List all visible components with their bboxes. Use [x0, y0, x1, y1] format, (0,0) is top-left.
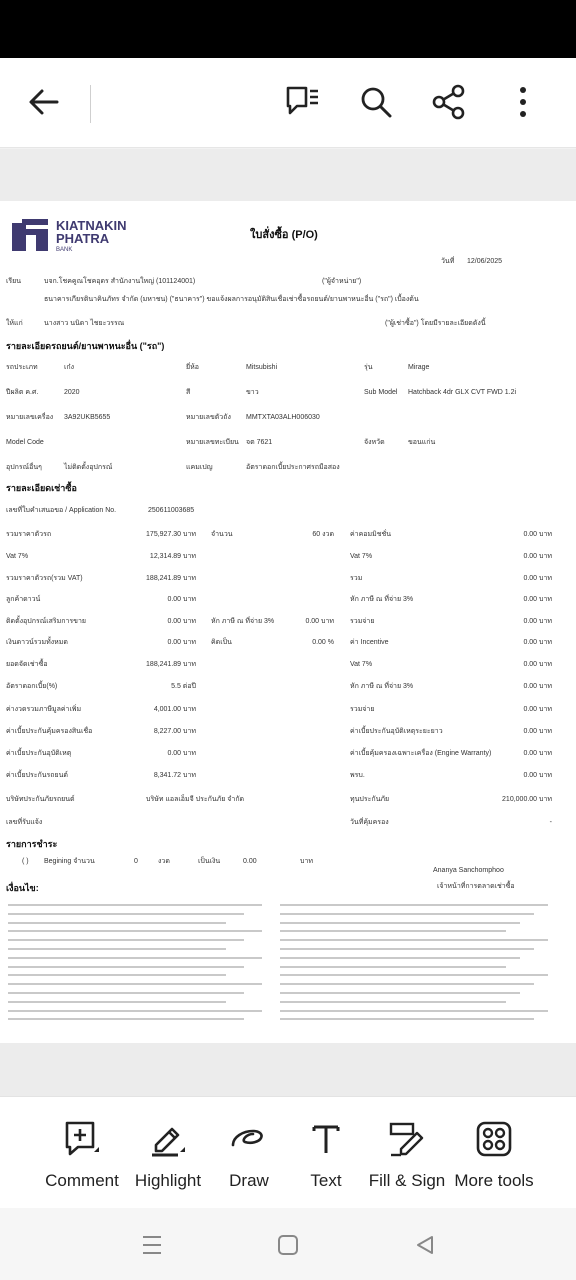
car-field-label: รุ่น	[364, 364, 373, 371]
hp-left-value: 175,927.30 บาท	[146, 531, 196, 538]
hp-left-label: ค่างวดรวมภาษีมูลค่าเพิ่ม	[6, 706, 82, 713]
car-field-value: ขอนแก่น	[408, 439, 436, 446]
car-field-value: อัตราดอกเบี้ยประกาศรถมือสอง	[246, 464, 340, 471]
car-field-value: 2020	[64, 389, 80, 396]
car-field-value: 3A92UKB5655	[64, 414, 111, 421]
conditions-heading: เงื่อนไข:	[6, 883, 39, 893]
intro-text: ธนาคารเกียรตินาคินภัทร จำกัด (มหาชน) ("ธนาคาร") ขอแจ้งผลการอนุมัติสินเชื่อเช่าซื้อรถยนต์/ยานพาหนะอื่น ("รถ") เบื้องต้น	[44, 296, 419, 303]
hp-left-label: ติดตั้งอุปกรณ์เสริมการขาย	[6, 618, 86, 625]
text-icon	[306, 1119, 346, 1159]
fine-print-line	[280, 957, 520, 959]
hp-right-label: ค่าคอมมิชชั่น	[350, 531, 392, 538]
car-field-label: สี	[186, 389, 191, 396]
more-tools-tool[interactable]	[446, 1119, 542, 1191]
application-number: 250611003685	[148, 507, 195, 514]
fine-print-line	[8, 1018, 244, 1020]
hp-right-value: 0.00 บาท	[523, 596, 552, 603]
car-field-value: Hatchback 4dr GLX CVT FWD 1.2i	[408, 389, 517, 396]
hp-left-value: 0.00 บาท	[167, 596, 196, 603]
car-field-value: จต 7621	[246, 439, 273, 446]
to-value: บจก.โชคคูณโชคอุดร สำนักงานใหญ่ (101124001)	[44, 278, 196, 285]
date-value: 12/06/2025	[467, 258, 503, 265]
car-field-label: จังหวัด	[364, 439, 385, 446]
pdf-page	[0, 201, 576, 1043]
car-field-value: ขาว	[246, 389, 259, 396]
bottom-toolbar	[0, 1096, 576, 1208]
hp-right-value: 0.00 บาท	[523, 772, 552, 779]
hp-left-label: รวมราคาตัวรถ(รวม VAT)	[6, 575, 83, 582]
hp-left-value: 8,341.72 บาท	[153, 772, 196, 779]
fine-print-line	[8, 913, 244, 915]
car-field-label: แคมเปญ	[186, 464, 213, 471]
more-tools-label: More tools	[454, 1171, 534, 1190]
draw-icon	[229, 1119, 269, 1159]
fine-print-line	[280, 904, 548, 906]
fine-print-line	[8, 1001, 226, 1003]
hp-right-value: 0.00 บาท	[523, 750, 552, 757]
toolbar-divider	[90, 85, 91, 123]
section-hp: รายละเอียดเช่าซื้อ	[6, 483, 77, 493]
hp-right-label: วันที่คุ้มครอง	[350, 819, 389, 826]
fine-print-line	[8, 966, 244, 968]
fill-sign-label: Fill & Sign	[368, 1171, 446, 1190]
payment-cell: 0.00	[243, 858, 257, 865]
hp-left-label: ลูกค้าดาวน์	[6, 596, 41, 603]
fine-print-line	[280, 983, 534, 985]
application-label: เลขที่ใบคำเสนอขอ / Application No.	[6, 507, 117, 514]
payment-cell: บาท	[300, 858, 313, 865]
car-field-value: Mitsubishi	[246, 364, 278, 371]
recents-icon[interactable]	[137, 1230, 167, 1260]
logo-line-2: PHATRA	[56, 231, 110, 246]
hp-right-label: หัก ภาษี ณ ที่จ่าย 3%	[350, 683, 414, 690]
system-nav-bar	[0, 1208, 576, 1280]
car-field-value: MMTXTA03ALH006030	[246, 414, 320, 421]
hp-left-label: เลขที่รับแจ้ง	[6, 819, 43, 826]
customer-tail: ("ผู้เช่าซื้อ") โดยมีรายละเอียดดังนี้	[385, 320, 486, 327]
hp-right-value: 0.00 บาท	[523, 531, 552, 538]
hp-left-value: 12,314.89 บาท	[149, 553, 196, 560]
hp-left-label: ค่าเบี้ยประกันคุ้มครองสินเชื่อ	[6, 728, 93, 735]
hp-right-value: 0.00 บาท	[523, 661, 552, 668]
hp-right-value: -	[549, 819, 552, 826]
payment-cell: ( )	[22, 858, 29, 865]
more-vertical-icon[interactable]	[503, 82, 543, 122]
search-icon[interactable]	[356, 82, 396, 122]
fine-print-line	[280, 1001, 506, 1003]
car-field-label: ยี่ห้อ	[186, 364, 199, 371]
customer-name: นางสาว นนิดา ไชยะวรรณ	[44, 320, 125, 327]
section-car: รายละเอียดรถยนต์/ยานพาหนะอื่น ("รถ")	[6, 341, 165, 351]
hp-right-value: 0.00 บาท	[523, 639, 552, 646]
hp-left-label: รวมราคาตัวรถ	[6, 531, 52, 538]
car-field-value: ไม่ติดตั้งอุปกรณ์	[64, 464, 113, 471]
fine-print-line	[280, 1010, 548, 1012]
date-label: วันที่	[441, 258, 455, 265]
section-pay: รายการชำระ	[6, 839, 58, 849]
fine-print-line	[280, 974, 548, 976]
fine-print-line	[280, 1018, 534, 1020]
draw-label: Draw	[229, 1171, 269, 1190]
home-icon[interactable]	[273, 1230, 303, 1260]
fine-print-line	[8, 948, 226, 950]
payment-cell: Begining จำนวน	[44, 858, 95, 865]
hp-mid-value: 0.00 บาท	[305, 618, 334, 625]
highlight-icon	[148, 1119, 188, 1159]
hp-mid-label: คิดเป็น	[211, 639, 232, 646]
hp-right-label: พรบ.	[350, 772, 365, 779]
comment-label: Comment	[45, 1171, 119, 1190]
hp-left-label: เงินดาวน์รวมทั้งหมด	[6, 639, 68, 646]
fill-sign-icon	[387, 1119, 427, 1159]
car-field-label: อุปกรณ์อื่นๆ	[6, 464, 42, 471]
hp-right-label: รวมจ่าย	[350, 618, 375, 625]
hp-left-label: อัตราดอกเบี้ย(%)	[6, 683, 58, 690]
payment-cell: 0	[134, 858, 138, 865]
back-arrow-icon[interactable]	[24, 82, 64, 122]
hp-right-label: ค่าเบี้ยประกันอุบัติเหตุระยะยาว	[350, 728, 443, 735]
hp-left-value: 0.00 บาท	[167, 618, 196, 625]
bank-logo-icon	[10, 217, 50, 253]
payment-cell: งวด	[158, 858, 170, 865]
fine-print-line	[8, 992, 244, 994]
hp-right-label: รวมจ่าย	[350, 706, 375, 713]
fine-print-line	[8, 904, 262, 906]
fine-print-line	[8, 930, 262, 932]
logo-line-1: KIATNAKIN	[56, 218, 127, 233]
fine-print-line	[8, 983, 262, 985]
fine-print-line	[8, 957, 262, 959]
car-field-label: รถประเภท	[6, 364, 38, 371]
hp-mid-label: หัก ภาษี ณ ที่จ่าย 3%	[211, 618, 275, 625]
hp-right-value: 0.00 บาท	[523, 618, 552, 625]
share-icon[interactable]	[429, 82, 469, 122]
fine-print-line	[280, 939, 548, 941]
hp-left-value: 5.5 ต่อปี	[171, 683, 196, 690]
hp-left-value: บริษัท แอลเอ็มจี ประกันภัย จำกัด	[146, 796, 245, 803]
hp-left-value: 4,001.00 บาท	[153, 706, 196, 713]
hp-right-value: 0.00 บาท	[523, 706, 552, 713]
hp-left-label: ยอดจัดเช่าซื้อ	[6, 661, 48, 668]
fine-print-line	[280, 913, 534, 915]
status-bar	[0, 0, 576, 58]
car-field-label: หมายเลขเครื่อง	[6, 414, 54, 421]
hp-right-label: Vat 7%	[350, 661, 373, 668]
fine-print-line	[280, 922, 520, 924]
hp-right-value: 0.00 บาท	[523, 683, 552, 690]
hp-right-label: ทุนประกันภัย	[350, 796, 390, 803]
hp-right-value: 0.00 บาท	[523, 728, 552, 735]
hp-right-label: ค่า Incentive	[350, 639, 389, 646]
hp-left-value: 0.00 บาท	[167, 750, 196, 757]
top-toolbar	[0, 58, 576, 148]
fine-print-line	[8, 974, 226, 976]
logo-line-3: BANK	[56, 247, 73, 253]
hp-right-value: 0.00 บาท	[523, 575, 552, 582]
hp-left-value: 188,241.89 บาท	[146, 575, 196, 582]
give-label: ให้แก่	[6, 320, 23, 327]
seller-label: ("ผู้จำหน่าย")	[322, 278, 362, 285]
to-label: เรียน	[6, 278, 22, 285]
nav-back-icon[interactable]	[410, 1230, 440, 1260]
hp-mid-value: 60 งวด	[312, 531, 334, 538]
hp-right-label: Vat 7%	[350, 553, 373, 560]
signer-title: เจ้าหน้าที่การตลาดเช่าซื้อ	[437, 883, 515, 890]
comment-icon	[62, 1119, 102, 1159]
hp-right-value: 210,000.00 บาท	[502, 796, 552, 803]
car-field-label: Sub Model	[364, 389, 398, 396]
comment-tool[interactable]	[34, 1119, 130, 1191]
fine-print-line	[280, 992, 520, 994]
hp-right-value: 0.00 บาท	[523, 553, 552, 560]
hp-left-label: บริษัทประกันภัยรถยนต์	[6, 796, 75, 803]
hp-mid-value: 0.00 %	[312, 639, 334, 646]
signer-name: Ananya Sanchomphoo	[433, 867, 504, 874]
car-field-label: หมายเลขตัวถัง	[186, 414, 231, 421]
payment-cell: เป็นเงิน	[198, 858, 221, 865]
text-label: Text	[310, 1171, 342, 1190]
hp-mid-label: จำนวน	[211, 531, 233, 538]
more-tools-icon	[474, 1119, 514, 1159]
fine-print-line	[280, 966, 506, 968]
fine-print-line	[280, 948, 534, 950]
car-field-label: ปีผลิต ค.ศ.	[6, 389, 39, 396]
hp-left-value: 188,241.89 บาท	[146, 661, 196, 668]
car-field-label: Model Code	[6, 439, 44, 446]
hp-right-label: หัก ภาษี ณ ที่จ่าย 3%	[350, 596, 414, 603]
fill-sign-tool[interactable]	[359, 1119, 455, 1191]
hp-right-label: รวม	[350, 575, 363, 582]
car-field-label: หมายเลขทะเบียน	[186, 439, 239, 446]
car-field-value: เก๋ง	[64, 364, 75, 371]
fine-print-line	[8, 922, 226, 924]
comments-icon[interactable]	[283, 82, 323, 122]
fine-print-line	[280, 930, 506, 932]
hp-left-label: ค่าเบี้ยประกันรถยนต์	[6, 772, 68, 779]
highlight-label: Highlight	[134, 1171, 202, 1190]
document-viewer[interactable]	[0, 149, 576, 1096]
hp-left-label: ค่าเบี้ยประกันอุบัติเหตุ	[6, 750, 72, 757]
document-title: ใบสั่งซื้อ (P/O)	[250, 229, 318, 241]
hp-left-value: 0.00 บาท	[167, 639, 196, 646]
hp-right-label: ค่าเบี้ยคุ้มครองเฉพาะเครื่อง (Engine Warranty)	[350, 750, 492, 757]
fine-print-line	[8, 939, 244, 941]
hp-left-label: Vat 7%	[6, 553, 29, 560]
fine-print-line	[8, 1010, 262, 1012]
car-field-value: Mirage	[408, 364, 430, 371]
hp-left-value: 8,227.00 บาท	[153, 728, 196, 735]
